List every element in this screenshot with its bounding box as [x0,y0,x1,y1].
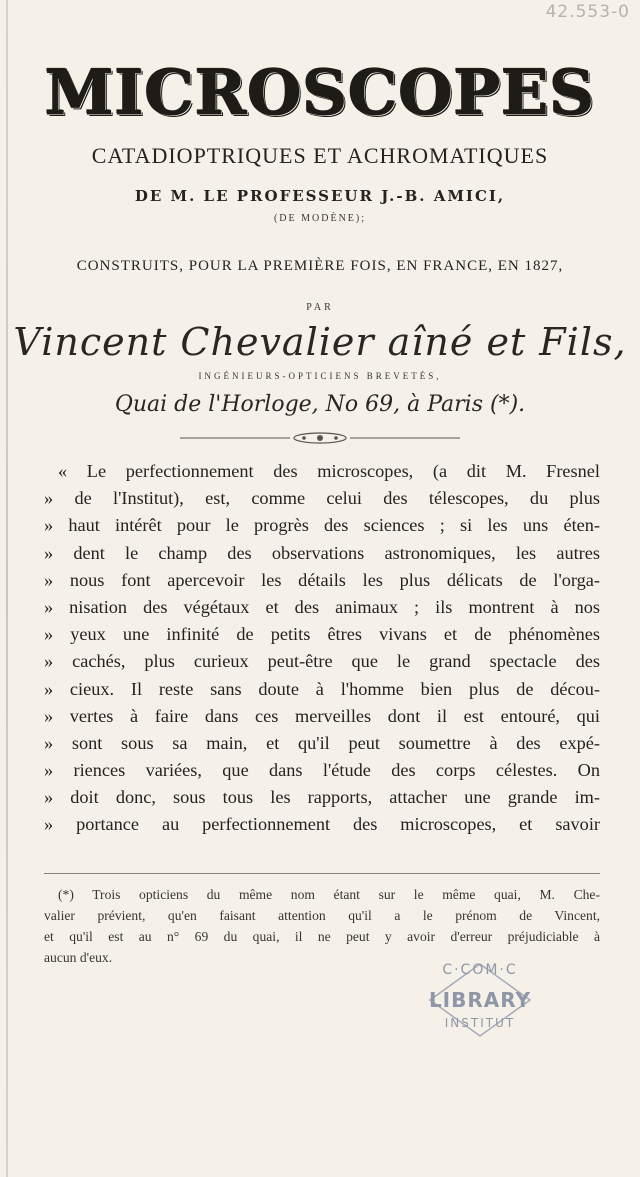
stamp-middle-text: LIBRARY [428,988,532,1012]
body-line: » nous font apercevoir les détails les plus délicats de l'orga- [44,569,600,590]
footnote-line: et qu'il est au n° 69 du quai, il ne peut y avoir d'erreur préjudiciable à [44,929,600,944]
body-line: » vertes à faire dans ces merveilles dont il est entouré, qui [44,705,600,726]
construction-note: CONSTRUITS, POUR LA PREMIÈRE FOIS, EN FRANCE, EN 1827, [76,258,564,274]
footnote [44,884,600,968]
body-line: » de l'Institut), est, comme celui des télescopes, du plus [44,488,600,509]
body-line: » portance au perfectionnement des microscopes, et savoir [44,814,600,835]
page-title: MICROSCOPES [44,56,596,129]
stamp-bottom-text: INSTITUT [444,1016,516,1030]
body-line: » doit donc, sous tous les rapports, attacher une grande im- [44,787,600,808]
page-edge [6,0,8,1177]
footnote-line: aucun d'eux. [44,950,113,965]
body-line: » yeux une infinité de petits êtres vivans et de phénomènes [44,624,600,645]
body-line: » cieux. Il reste sans doute à l'homme bien plus de décou- [44,678,600,699]
body-line: » sont sous sa main, et qu'il peut soumettre à des expé- [44,732,600,753]
makers-name: Vincent Chevalier aîné et Fils, [13,320,627,364]
body-line: » riences variées, que dans l'étude des corps célestes. On [44,760,600,781]
footnote-line: (*) Trois opticiens du même nom étant sur le même quai, M. Che- [58,887,600,902]
body-line: » cachés, plus curieux peut-être que le grand spectacle des [44,651,600,672]
ornament-divider [180,430,460,446]
author-line: DE M. LE PROFESSEUR J.-B. AMICI, [134,187,506,205]
footnote-rule [44,873,600,874]
body-line: « Le perfectionnement des microscopes, (a dit M. Fresnel [58,461,600,481]
page-subtitle: CATADIOPTRIQUES ET ACHROMATIQUES [91,143,549,168]
body-line: » nisation des végétaux et des animaux ; ils montrent à nos [44,596,600,617]
body-text [44,458,600,839]
makers-address: Quai de l'Horloge, No 69, à Paris (*). [114,392,526,417]
par-label: PAR [306,302,334,313]
handwritten-shelfmark: 42.553-0 [545,2,630,22]
library-stamp [420,960,540,1040]
body-line: » haut intérêt pour le progrès des sciences ; si les uns éten- [44,515,600,536]
footnote-line: valier prévient, qu'en faisant attention qu'il a le prénom de Vincent, [44,908,600,923]
stamp-top-text: C·COM·C [442,962,518,978]
body-line: » dent le champ des observations astronomiques, les autres [44,542,600,563]
author-place: (DE MODÈNE); [273,213,367,224]
makers-title: INGÉNIEURS-OPTICIENS BREVETÉS, [198,371,442,381]
